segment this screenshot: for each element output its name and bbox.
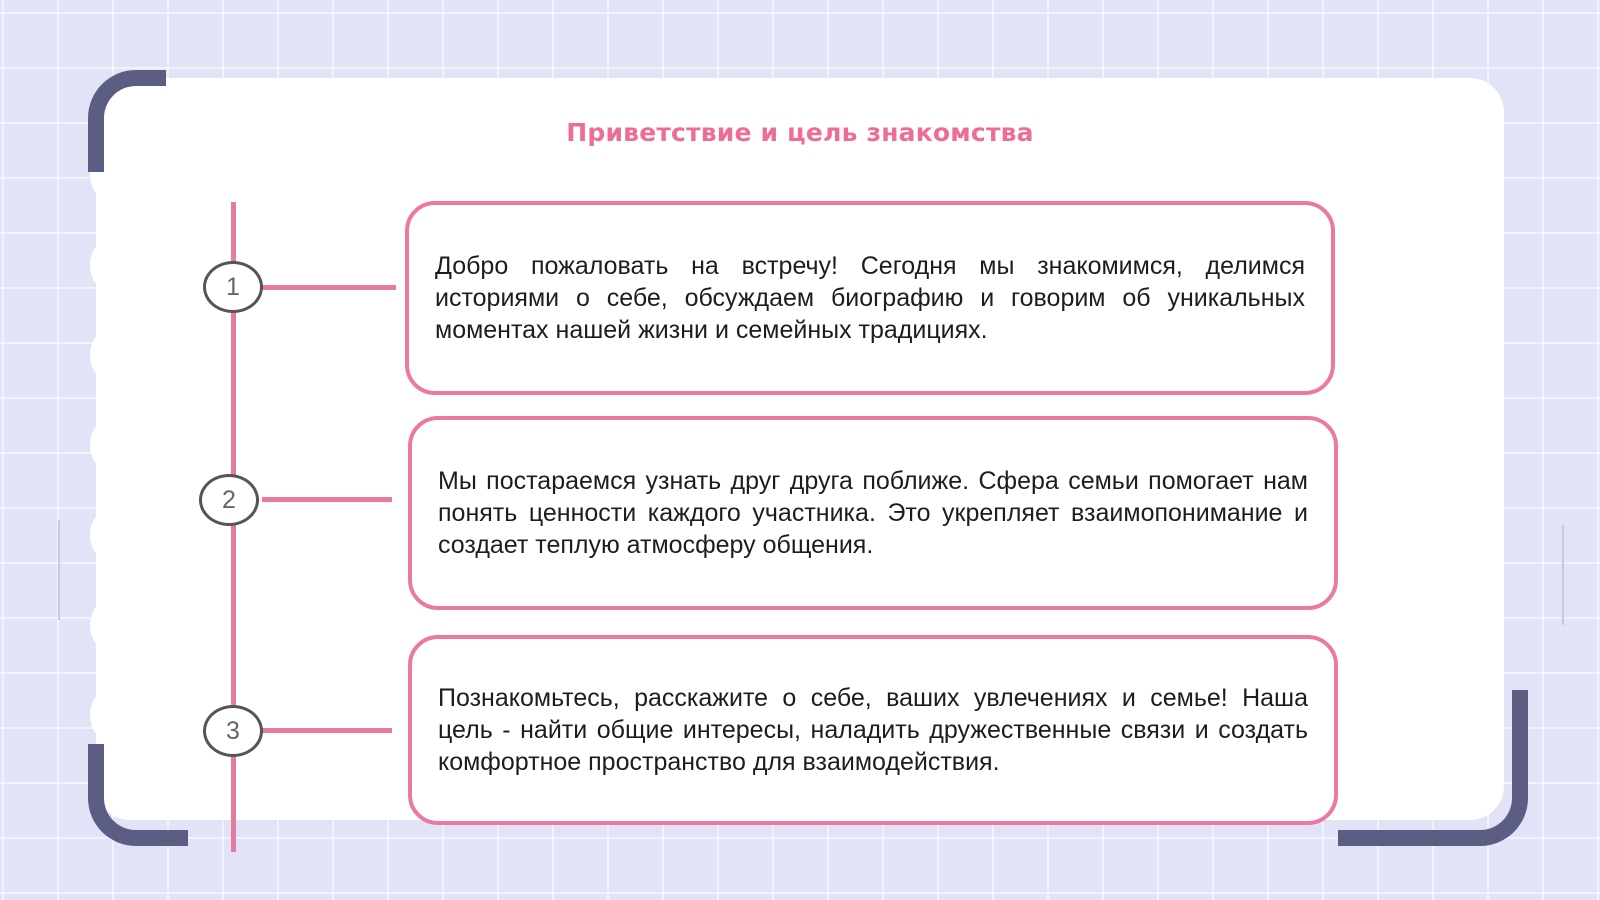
background-grid-accent [58, 520, 60, 620]
step-card [408, 635, 1338, 825]
binding-bump [90, 330, 126, 380]
step-text: Мы постараемся узнать друг друга поближе. Сфера семьи помогает нам понять ценности каждого участника. Это укрепляет взаимопонимание и создает теплую атмосферу общения. [438, 467, 1308, 559]
corner-bracket-bottom-left [88, 744, 188, 846]
step-card [408, 416, 1338, 610]
timeline-connector [262, 285, 396, 290]
binding-bump [90, 240, 126, 290]
step-marker: 1 [203, 261, 263, 313]
corner-bracket-bottom-right [1338, 690, 1528, 846]
step-marker: 2 [199, 474, 259, 526]
binding-bump [90, 690, 126, 740]
binding-bump [90, 510, 126, 560]
step-card [405, 201, 1335, 395]
binding-bump [90, 600, 126, 650]
step-text: Познакомьтесь, расскажите о себе, ваших увлечениях и семье! Наша цель - найти общие интересы, наладить дружественные связи и создать комфортное пространство для взаимодействия. [438, 684, 1308, 776]
background-grid-accent [1562, 525, 1564, 625]
binding-bump [90, 420, 126, 470]
step-text: Добро пожаловать на встречу! Сегодня мы знакомимся, делимся историями о себе, обсуждаем биографию и говорим об уникальных моментах нашей жизни и семейных традициях. [435, 252, 1305, 344]
slide-title: Приветствие и цель знакомства [566, 118, 1034, 147]
timeline-connector [262, 728, 392, 733]
corner-bracket-top-left [88, 70, 166, 172]
timeline-connector [262, 497, 392, 502]
step-marker: 3 [203, 705, 263, 757]
